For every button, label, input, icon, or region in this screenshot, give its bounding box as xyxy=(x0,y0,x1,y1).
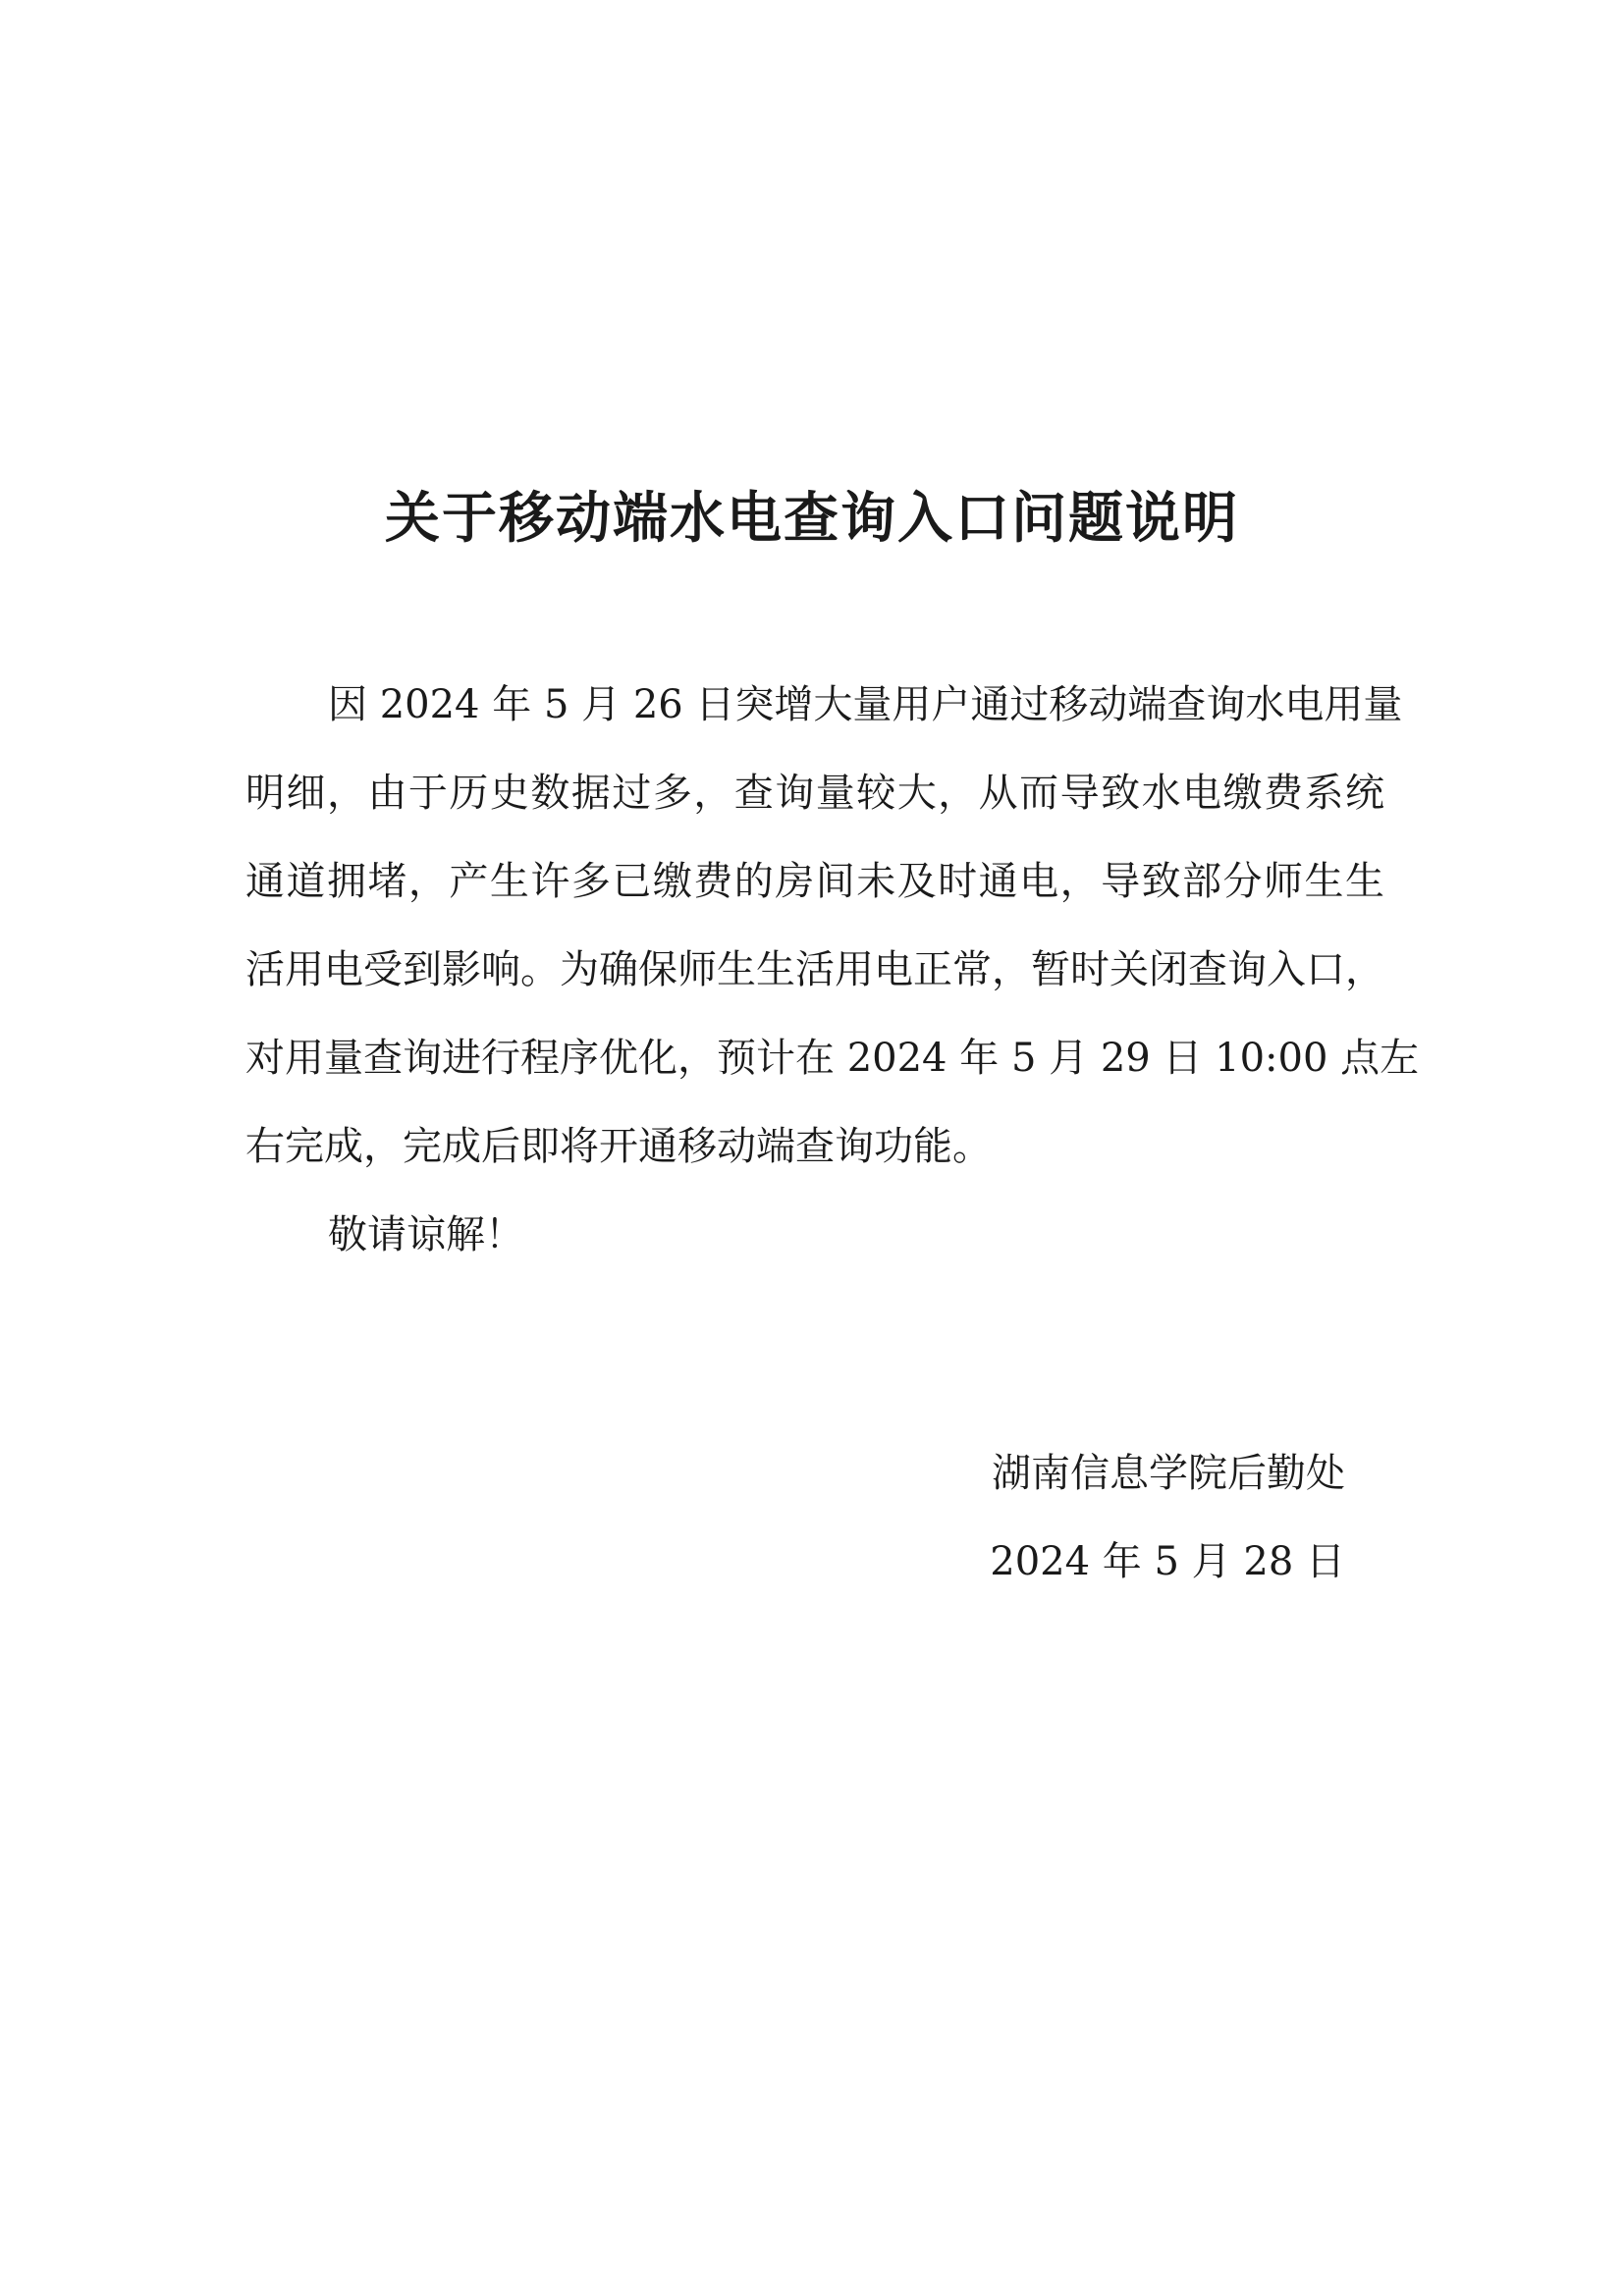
document-title: 关于移动端水电查询入口问题说明 xyxy=(385,486,1239,551)
paragraph-line: 通道拥堵，产生许多已缴费的房间未及时通电，导致部分师生生 xyxy=(245,859,1384,904)
closing-line: 敬请谅解！ xyxy=(328,1212,524,1257)
paragraph-line: 因 2024 年 5 月 26 日突增大量用户通过移动端查询水电用量 xyxy=(328,682,1403,727)
paragraph-line: 对用量查询进行程序优化，预计在 2024 年 5 月 29 日 10:00 点左 xyxy=(245,1036,1420,1081)
paragraph-line: 活用电受到影响。为确保师生生活用电正常，暂时关闭查询入口， xyxy=(245,947,1384,992)
notice-body xyxy=(245,677,1420,1296)
signature-date: 2024 年 5 月 28 日 xyxy=(990,1539,1345,1584)
signature-block xyxy=(990,1446,1345,1623)
paragraph-line: 右完成，完成后即将开通移动端查询功能。 xyxy=(245,1124,992,1169)
signature-organization: 湖南信息学院后勤处 xyxy=(992,1451,1345,1496)
paragraph-line: 明细，由于历史数据过多，查询量较大，从而导致水电缴费系统 xyxy=(245,771,1384,816)
